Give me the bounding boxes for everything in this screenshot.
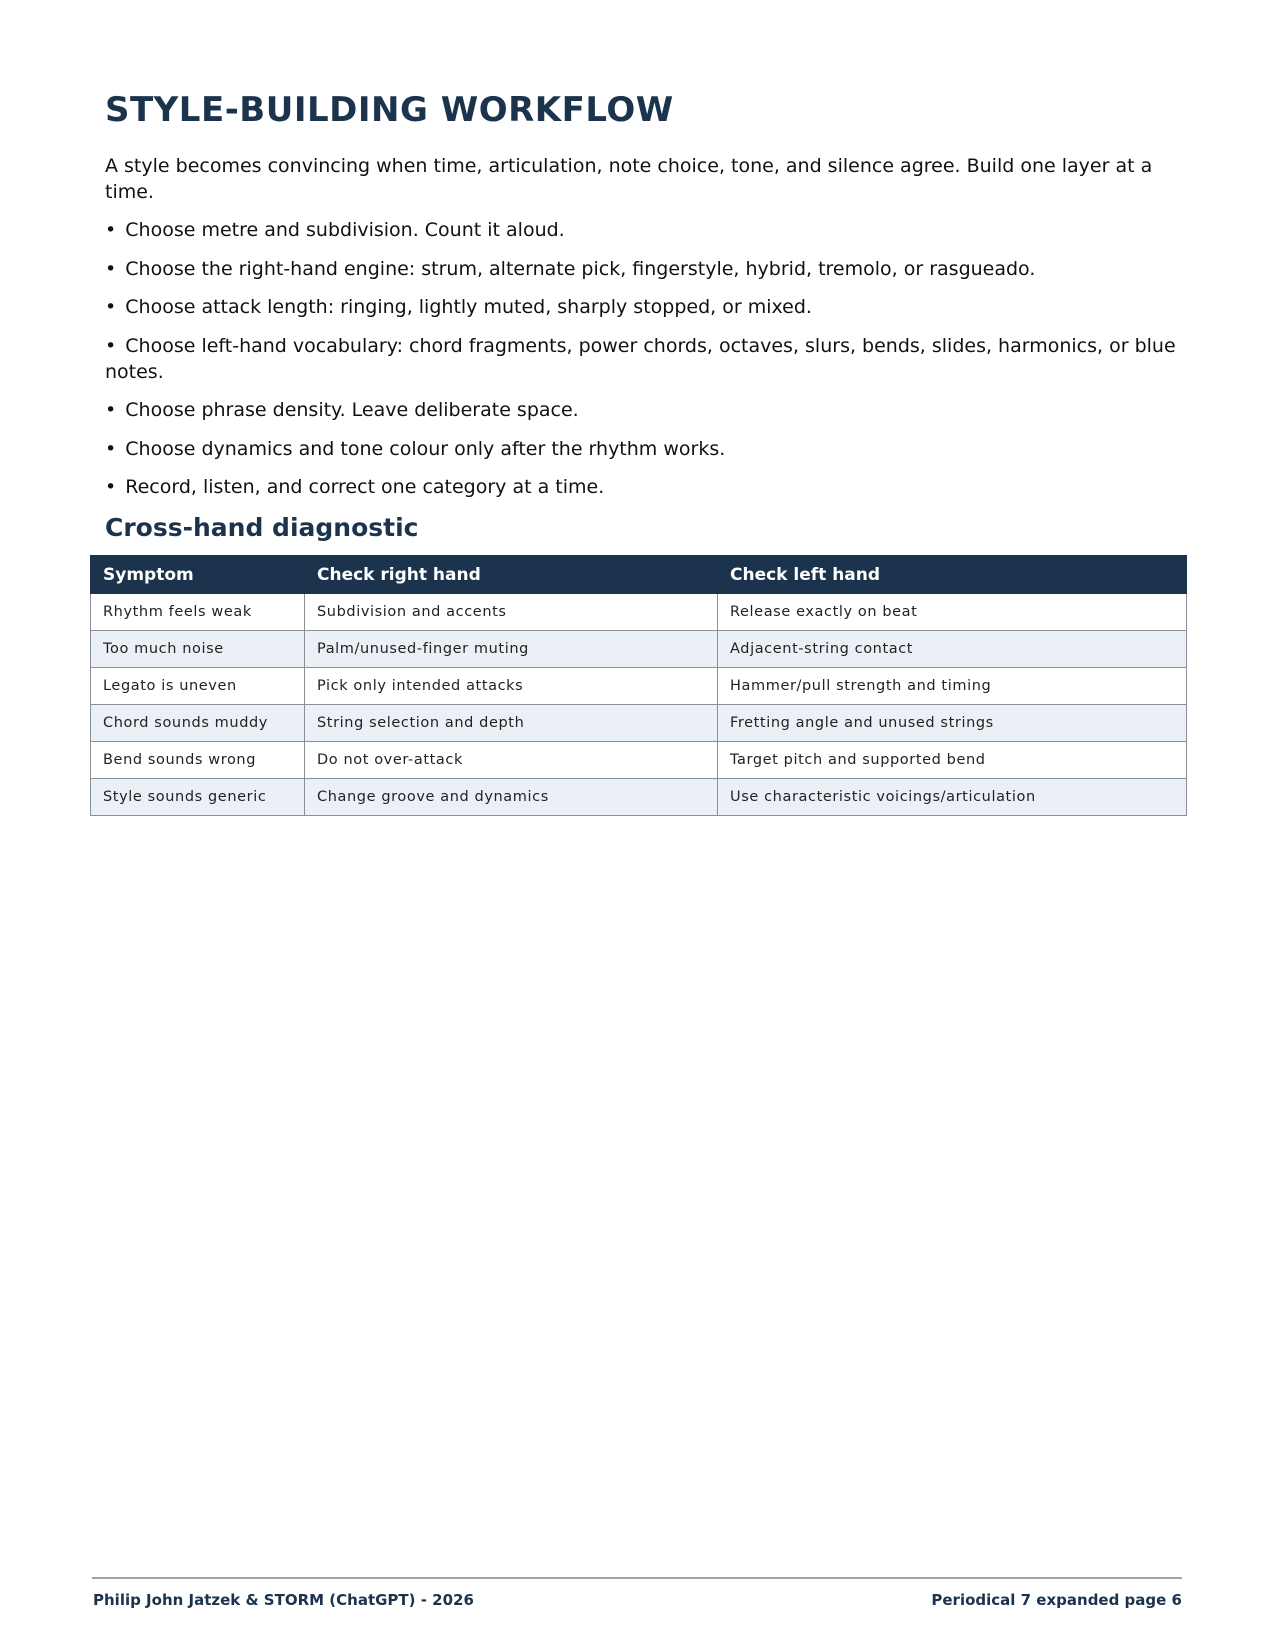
list-item — [105, 333, 1180, 385]
diagnostic-table — [90, 555, 1187, 816]
table-cell: Release exactly on beat — [718, 594, 1187, 631]
table-row — [91, 594, 1187, 631]
table-cell: Fretting angle and unused strings — [718, 705, 1187, 742]
bullet-icon: • — [105, 334, 117, 357]
table-cell: Bend sounds wrong — [91, 742, 305, 779]
table-cell: String selection and depth — [305, 705, 718, 742]
list-item — [105, 474, 1180, 500]
table-header-row — [91, 556, 1187, 594]
list-item — [105, 294, 1180, 320]
bullet-icon: • — [105, 219, 117, 241]
section-title: Cross-hand diagnostic — [105, 513, 419, 542]
table-cell: Subdivision and accents — [305, 594, 718, 631]
intro-paragraph: A style becomes convincing when time, articulation, note choice, tone, and silence agree. Build one layer at a time. — [105, 155, 1153, 203]
list-item — [105, 256, 1180, 282]
list-item-text: Record, listen, and correct one category at a time. — [125, 476, 605, 498]
table-cell: Use characteristic voicings/articulation — [718, 779, 1187, 816]
table-row — [91, 668, 1187, 705]
table-cell: Target pitch and supported bend — [718, 742, 1187, 779]
page-title: STYLE-BUILDING WORKFLOW — [105, 90, 674, 130]
bullet-icon: • — [105, 257, 117, 280]
list-item — [105, 397, 1180, 423]
list-item-text: Choose metre and subdivision. Count it aloud. — [125, 219, 565, 241]
table-cell: Style sounds generic — [91, 779, 305, 816]
table-cell: Rhythm feels weak — [91, 594, 305, 631]
list-item-text: Choose the right-hand engine: strum, alternate pick, fingerstyle, hybrid, tremolo, or rasgueado. — [125, 257, 1036, 280]
table-cell: Do not over-attack — [305, 742, 718, 779]
table-cell: Hammer/pull strength and timing — [718, 668, 1187, 705]
footer-credit: Philip John Jatzek & STORM (ChatGPT) - 2026 — [93, 1591, 474, 1609]
footer-page-number: Periodical 7 expanded page 6 — [931, 1591, 1182, 1609]
bullet-icon: • — [105, 476, 117, 498]
footer-divider — [92, 1577, 1182, 1579]
table-row — [91, 631, 1187, 668]
table-header-right-hand: Check right hand — [305, 556, 718, 594]
list-item-text: Choose phrase density. Leave deliberate space. — [125, 399, 579, 421]
workflow-list — [105, 217, 1180, 513]
table-cell: Pick only intended attacks — [305, 668, 718, 705]
table-cell: Palm/unused-finger muting — [305, 631, 718, 668]
table-header-symptom: Symptom — [91, 556, 305, 594]
table-cell: Change groove and dynamics — [305, 779, 718, 816]
table-header-left-hand: Check left hand — [718, 556, 1187, 594]
table-cell: Legato is uneven — [91, 668, 305, 705]
table-row — [91, 779, 1187, 816]
list-item-text: Choose left-hand vocabulary: chord fragments, power chords, octaves, slurs, bends, slides, harmonics, or blue notes. — [105, 334, 1176, 383]
table-cell: Too much noise — [91, 631, 305, 668]
table-row — [91, 705, 1187, 742]
list-item — [105, 436, 1180, 462]
bullet-icon: • — [105, 399, 117, 421]
list-item — [105, 217, 1180, 243]
bullet-icon: • — [105, 296, 117, 318]
list-item-text: Choose attack length: ringing, lightly muted, sharply stopped, or mixed. — [125, 296, 812, 318]
table-cell: Chord sounds muddy — [91, 705, 305, 742]
table-row — [91, 742, 1187, 779]
list-item-text: Choose dynamics and tone colour only after the rhythm works. — [125, 437, 726, 460]
bullet-icon: • — [105, 437, 117, 460]
table-cell: Adjacent-string contact — [718, 631, 1187, 668]
